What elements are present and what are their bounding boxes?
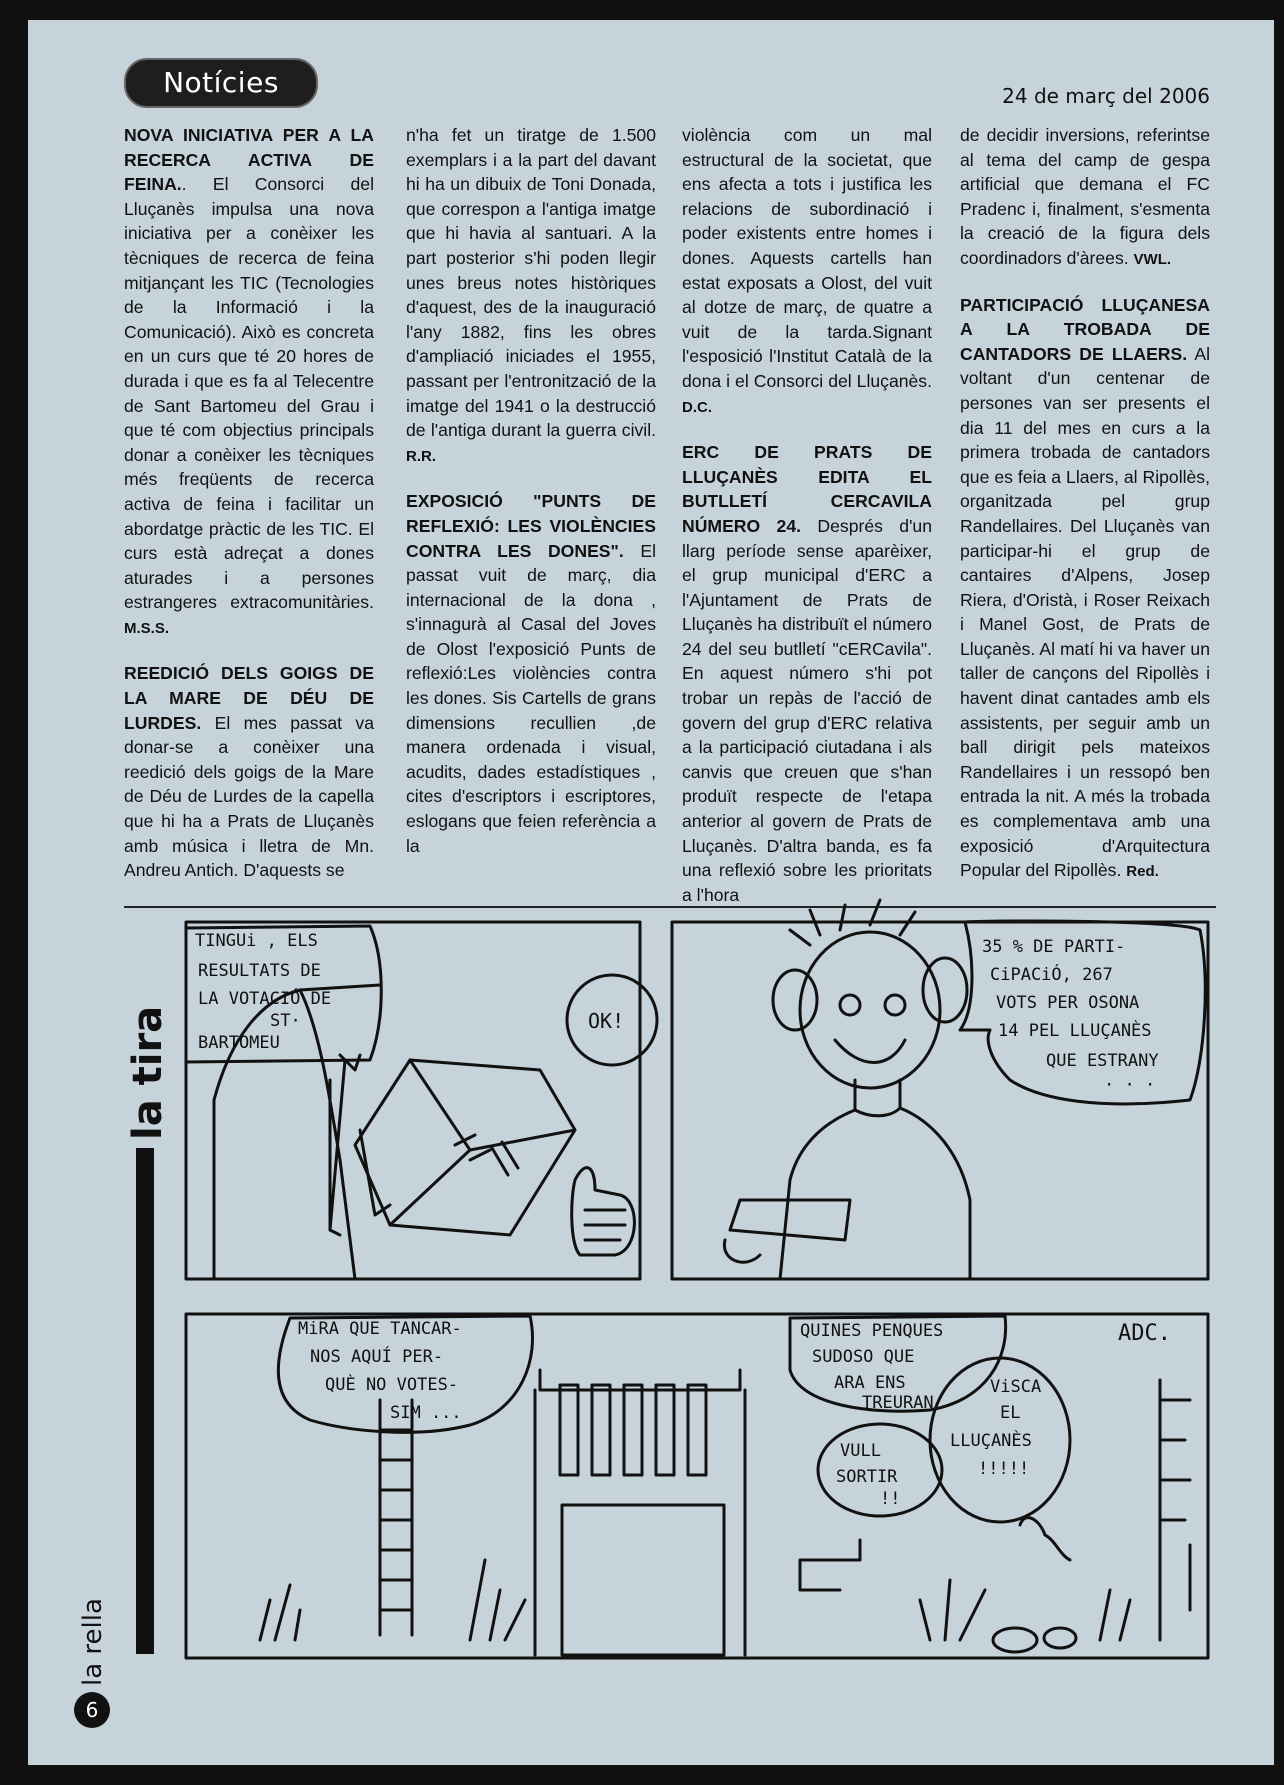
article-heading: REEDICIÓ DELS GOIGS DE LA MARE DE DÉU DE LURDES.: [124, 663, 374, 733]
article-body: n'ha fet un tiratge de 1.500 exemplars i a la part del davant hi ha un dibuix de Toni Donada, que correspon a l'antiga imatge que hi havia al santuari. A la part posterior s'hi poden llegir unes breus notes històriques d'aquest, des de la inauguració l'any 1882, fins les obres d'ampliació iniciades el 1955, passant per l'entronització de la imatge del 1941 o la destrucció de l'antiga durant la guerra civil.: [406, 125, 656, 441]
brick-wall: [800, 1380, 1190, 1640]
comic-text: SUDOSO QUE: [812, 1347, 915, 1367]
article-body: Al voltant d'un centenar de persones van ser presents el dia 11 del mes en curs a la primera trobada de cantadors que es feia a Llaers, al Ripollès, organitzada pel grup Randellaires. Del Lluçanès van participar-hi el grup de cantaires d'Alpens, Josep Riera, d'Oristà, i Roser Reixach i Manel Gost, de Prats de Lluçanès. Al matí hi va haver un taller de cançons del Ripollès i havent dinat cantades amb els assistents, per seguir amb un ball dirigit pels mateixos Randellaires i un ressopó ben entrada la nit. A més la trobada es complementava amb una exposició d'Arquitectura Popular del Ripollès.: [960, 343, 1210, 881]
article-signature: VWL.: [1133, 250, 1172, 268]
article-heading: EXPOSICIÓ "PUNTS DE REFLEXIÓ: LES VIOLÈNCIES CONTRA LES DONES".: [406, 491, 656, 561]
comic-text: NOS AQUÍ PER-: [310, 1347, 444, 1367]
comic-text: RESULTATS DE: [198, 961, 321, 981]
comic-text: 35 % DE PARTI-: [982, 937, 1126, 957]
prison-door: [535, 1385, 745, 1655]
comic-text: ViSCA: [990, 1377, 1042, 1397]
article-signature: D.C.: [682, 398, 712, 416]
comic-text: SIM ...: [390, 1403, 462, 1423]
page-number: 6: [74, 1692, 110, 1728]
publication-name: la rella: [78, 1598, 108, 1686]
article-heading: NOVA INICIATIVA PER A LA RECERCA ACTIVA DE FEINA.: [124, 125, 374, 195]
article-signature: R.R.: [406, 447, 436, 465]
grass-tufts: [260, 1560, 1130, 1652]
comic-text: !!: [880, 1489, 901, 1509]
article-heading: ERC DE PRATS DE LLUÇANÈS EDITA EL BUTLLETÍ CERCAVILA NÚMERO 24.: [682, 442, 932, 536]
comic-signature: ADC.: [1118, 1321, 1171, 1346]
comic-text: TINGUi , ELS: [195, 931, 318, 951]
comic-text: BARTOMEU: [198, 1033, 280, 1053]
article-body: Després d'un llarg període sense aparèixer, el grup municipal d'ERC a l'Ajuntament de Prats de Lluçanès ha distribuït el número 24 del seu butlletí "cERCavila". En aquest número s'hi pot trobar un repàs de l'acció de govern del grup d'ERC relativa a la participació ciutadana i als canvis que creuen que s'han produït respecte de l'etapa anterior al govern de Prats de Lluçanès. D'altra banda, es fa una reflexió sobre les prioritats a l'hora: [682, 515, 932, 905]
article-body: El passat vuit de març, dia internacional de la dona , s'innagurà al Casal del Joves de Olost l'exposició Punts de reflexió:Les violències contra les dones. Sis Cartells de grans dimensions recullien ,de manera ordenada i visual, acudits, dades estadístiques , cites d'escriptors i escriptores, eslogans que feien referència a la: [406, 540, 656, 856]
comic-text: QUÈ NO VOTES-: [325, 1375, 459, 1395]
comic-text: VOTS PER OSONA: [996, 993, 1140, 1013]
comic-text: QUE ESTRANY: [1046, 1051, 1159, 1071]
article-body: violència com un mal estructural de la societat, que ens afecta a tots i justifica les relacions de subordinació i poder existents entre homes i dones. Aquests cartells han estat exposats a Olost, del vuit al dotze de març, de quatre a vuit de la tarda.Signant l'esposició l'Institut Català de la dona i el Consorci del Lluçanès.: [682, 125, 932, 391]
issue-date: 24 de març del 2006: [1002, 84, 1210, 108]
comic-text: MiRA QUE TANCAR-: [298, 1319, 462, 1339]
article-body: El mes passat va donar-se a conèixer una reedició dels goigs de la Mare de Déu de Lurdes de la capella que hi ha a Prats de Lluçanès amb música i lletra de Mn. Andreu Antich. D'aquests se: [124, 712, 375, 881]
comic-text: OK!: [588, 1009, 625, 1033]
comic-label: la tira: [125, 1005, 171, 1140]
article-heading: PARTICIPACIÓ LLUÇANESA A LA TROBADA DE CANTADORS DE LLAERS.: [960, 294, 1210, 364]
comic-text: QUINES PENQUES: [800, 1321, 944, 1341]
comic-text: · · ·: [1104, 1075, 1156, 1095]
article-body: de decidir inversions, referintse al tema del camp de gespa artificial que demana el FC Pradenc i, finalment, s'esmenta la creació de la figura dels coordinadors d'àrees.: [960, 125, 1210, 268]
comic-text: LLUÇANÈS: [950, 1431, 1032, 1451]
bearded-character: [724, 900, 970, 1279]
article-signature: Red.: [1126, 863, 1159, 881]
comic-text: LA VOTACIÓ DE: [198, 989, 332, 1009]
comic-text: ARA ENS: [834, 1373, 906, 1393]
section-tag: Notícies: [124, 58, 318, 108]
thumbs-up-hand: [572, 1168, 635, 1255]
lizard: [1020, 1518, 1070, 1560]
comic-text: VULL: [840, 1441, 881, 1461]
comic-text: EL: [1000, 1403, 1021, 1423]
comic-text: ST·: [270, 1011, 301, 1031]
comic-text: 14 PEL LLUÇANÈS: [998, 1021, 1152, 1041]
comic-text: !!!!!: [978, 1459, 1030, 1479]
comic-text: SORTIR: [836, 1467, 898, 1487]
article-signature: M.S.S.: [124, 619, 170, 637]
comic-panel-2: [672, 922, 1208, 1279]
comic-text: CiPACiÓ, 267: [990, 965, 1113, 985]
envelope: [355, 1060, 575, 1235]
comic-text: TREURAN: [862, 1393, 934, 1413]
article-body: . El Consorci del Lluçanès impulsa una nova iniciativa per a conèixer les tècniques de recerca de feina mitjançant les TIC (Tecnologies de la Informació i la Comunicació). Això es concreta en un curs que té 20 hores de durada i que es fa al Telecentre de Sant Bartomeu del Grau i que té com objectius principals donar a conèixer les tècniques més freqüents de recerca activa de feina i facilitar un abordatge pràctic de les TIC. El curs està adreçat a dones aturades i a persones estrangeres extracomunitàries.: [124, 174, 374, 613]
